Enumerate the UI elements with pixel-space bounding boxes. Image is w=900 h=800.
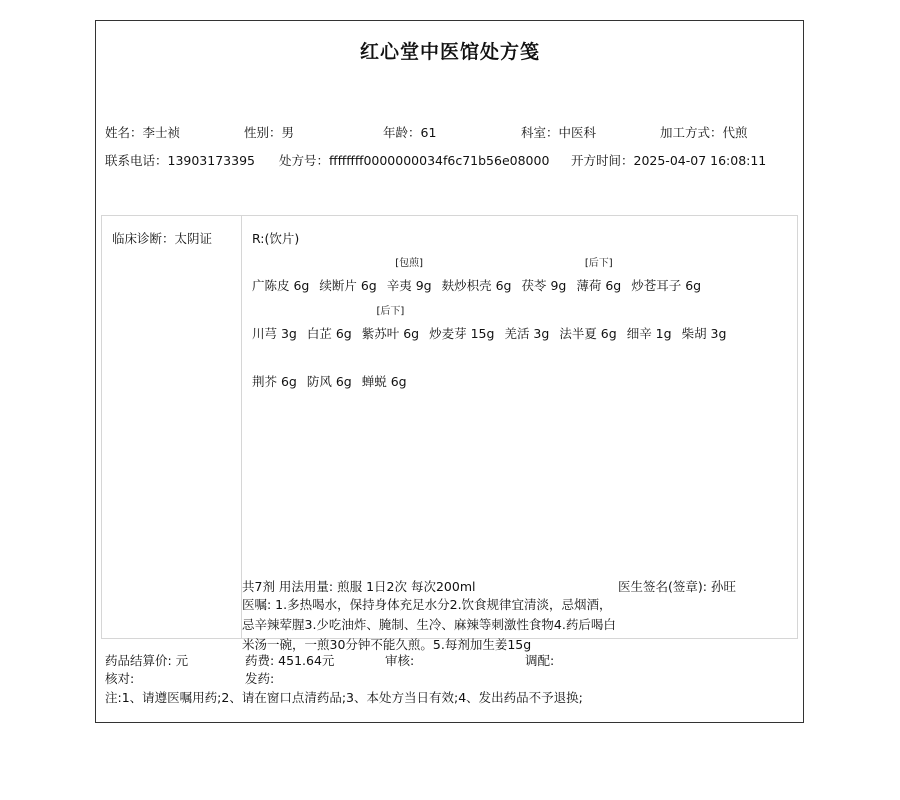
medicine-item [559,324,616,342]
notice-text: 注:1、请遵医嘱用药;2、请在窗口点清药品;3、本处方当日有效;4、发出药品不予退换; [105,690,583,705]
settlement-price: 药品结算价: 元 [105,653,189,668]
medicine-item [252,372,297,390]
page-title: 红心堂中医馆处方笺 [359,41,540,63]
medicine-label: 荆芥 6g [252,374,297,389]
review-field: 审核: [385,653,415,668]
medicine-label: 细辛 1g [626,326,672,341]
medicine-item [576,258,622,294]
medicine-item [252,276,309,294]
medicine-item [682,324,727,342]
medicine-label: 续断片 6g [319,278,377,293]
medicine-item [442,276,512,294]
medicine-fee: 药费: 451.64元 [245,653,335,668]
patient-name: 姓名：李士祯 [105,125,181,140]
medicine-label: 法半夏 6g [559,326,617,341]
medicine-item [504,324,549,342]
medicine-row-1 [252,258,711,294]
medicine-item [362,372,407,390]
medicine-label: 防风 6g [306,374,352,389]
dispense-prep-field: 调配: [525,653,555,668]
medicine-label: 蝉蜕 6g [361,374,407,389]
medicine-label: 广陈皮 6g [252,278,310,293]
medicine-item [319,276,376,294]
doctor-signature: 医生签名(签章): 孙旺 [618,579,736,594]
rx-time: 开方时间：2025-04-07 16:08:11 [571,153,767,168]
medicine-row-3 [252,372,417,390]
department: 科室：中医科 [521,125,597,140]
medical-advice: 医嘱: 1.多热喝水，保持身体充足水分2.饮食规律宜清淡，忌烟酒，忌辛辣荤腥3.少吃油炸、腌制、生冷、麻辣等刺激性食物4.药后喝白米汤一碗，一煎30分钟不能久煎。5.每剂加生姜15g [242,597,616,652]
check-field: 核对: [105,671,135,686]
medicine-label: 炒麦芽 15g [429,326,495,341]
processing-method: 加工方式：代煎 [660,125,748,140]
medicine-note: [包煎] [395,258,424,269]
contact-phone: 联系电话：13903173395 [105,153,255,168]
medicine-item [307,372,352,390]
rx-number: 处方号：ffffffff0000000034f6c71b56e08000 [279,153,550,168]
medicine-item [631,276,701,294]
dispense-field: 发药: [245,671,275,686]
medicine-item [429,324,494,342]
medicine-label: 薄荷 6g [576,278,622,293]
medicine-label: 紫苏叶 6g [361,326,420,341]
dosage-instructions: 共7剂 用法用量: 煎服 1日2次 每次200ml [242,579,476,594]
medicine-label: 辛夷 9g [386,278,432,293]
medicine-label: 羌活 3g [504,326,550,341]
rx-header: R:(饮片) [252,231,300,246]
medicine-label: 柴胡 3g [681,326,727,341]
medicine-note: [后下] [376,306,405,317]
medicine-item [307,324,352,342]
medicine-label: 川芎 3g [252,326,297,341]
medicine-label: 麸炒枳壳 6g [441,278,512,293]
medicine-label: 炒苍耳子 6g [631,278,702,293]
medicine-item [361,306,420,342]
medicine-item [627,324,672,342]
medicine-label: 白芷 6g [306,326,352,341]
column-divider [241,216,242,638]
medicine-note: [后下] [584,258,613,269]
medicine-label: 茯苓 9g [521,278,567,293]
patient-age: 年龄：61 [383,125,437,140]
medicine-item [252,324,297,342]
medicine-item [522,276,567,294]
medicine-row-2 [252,306,736,342]
medicine-item [386,258,432,294]
patient-gender: 性别：男 [244,125,295,140]
clinical-diagnosis: 临床诊断：太阴证 [112,231,213,246]
